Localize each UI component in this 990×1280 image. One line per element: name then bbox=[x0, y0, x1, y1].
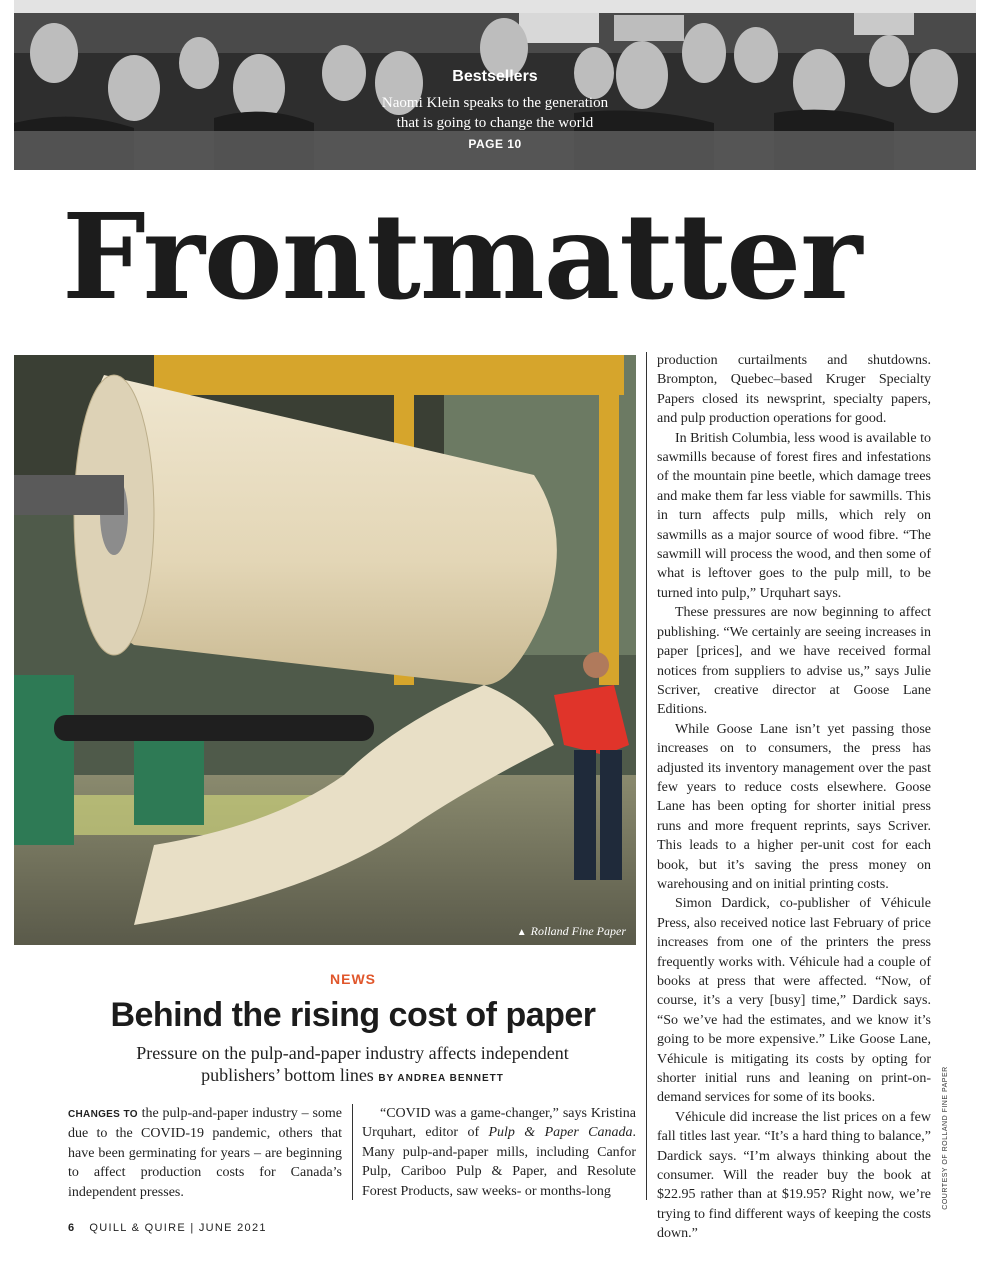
paragraph-text: “COVID was a game-changer,” says Kristina Urquhart, editor of bbox=[362, 1106, 636, 1141]
photo-credit bbox=[517, 924, 626, 939]
photo-side-credit: COURTESY OF ROLLAND FINE PAPER bbox=[942, 1066, 949, 1210]
banner-deck bbox=[345, 93, 645, 133]
article-dek bbox=[100, 1042, 605, 1090]
column-1 bbox=[68, 1104, 342, 1202]
column-divider bbox=[352, 1104, 353, 1200]
article-photo bbox=[14, 355, 636, 945]
publication-line: QUILL & QUIRE | JUNE 2021 bbox=[89, 1222, 267, 1234]
paper-roll-illustration bbox=[14, 355, 636, 945]
paragraph: While Goose Lane isn’t yet passing those increases on to consumers, the press has adjusted its inventory management over the past few years to reduce costs elsewhere. Goose Lane has been opting for shorter initial press runs and more frequent reprints, says Scriver. This leads to a higher per-unit cost for each book, but it’s saving the press money on warehousing and on initial printing costs. bbox=[657, 721, 931, 892]
paragraph: production curtailments and shutdowns. Brompton, Quebec–based Kruger Specialty Papers closed its newsprint, specialty papers, and pulp production operations for good. bbox=[657, 353, 931, 427]
banner-page-ref[interactable]: PAGE 10 bbox=[468, 137, 522, 151]
photo-credit-text: Rolland Fine Paper bbox=[530, 924, 626, 938]
paragraph-text: the pulp-and-paper industry – some due to the COVID-19 pandemic, others that have been germinating for years – are beginning to affect production costs for Canada’s independent presses. bbox=[68, 1106, 342, 1200]
top-rule bbox=[14, 0, 976, 13]
article-headline: Behind the rising cost of paper bbox=[110, 996, 596, 1034]
paragraph: Véhicule did increase the list prices on a few fall titles last year. “It’s a hard thing to balance,” Dardick says. “I’m always thinking about the consumer. Will the reader buy the book at $22.95 rather than at $19.95? Right now, we’re trying to find different ways of keeping the costs down.” bbox=[657, 1109, 931, 1242]
paragraph: In British Columbia, less wood is available to sawmills because of forest fires and infestations of the mountain pine beetle, which damage trees and make them far less viable for sawmills. This in turn affects pulp mills, which rely on sawmills as a major source of wood fibre. “The sawmill will process the wood, and then some of what is leftover goes to the pulp mill, to be turned into pulp,” Urquhart says. bbox=[657, 430, 931, 601]
paragraph bbox=[362, 1104, 636, 1201]
paragraph bbox=[68, 1104, 342, 1202]
column-2 bbox=[362, 1104, 636, 1201]
section-masthead: Frontmatter bbox=[62, 187, 862, 326]
column-divider bbox=[646, 352, 647, 1200]
column-3 bbox=[657, 351, 931, 1244]
bestsellers-banner[interactable] bbox=[14, 13, 976, 170]
paragraph: These pressures are now beginning to affect publishing. “We certainly are seeing increases in paper [prices], and we have received formal notices from suppliers to advise us,” says Julie Scriver, creative director at Goose Lane Editions. bbox=[657, 605, 931, 718]
banner-deck-line: Naomi Klein speaks to the generation bbox=[381, 95, 609, 111]
publication-title: Pulp & Paper Canada bbox=[488, 1125, 633, 1141]
section-tag: NEWS bbox=[330, 971, 376, 987]
banner-deck-line: that is going to change the world bbox=[396, 115, 594, 131]
triangle-icon: ▲ bbox=[516, 927, 527, 938]
banner-kicker: Bestsellers bbox=[452, 68, 538, 85]
paragraph-text: . Many pulp-and-paper mills, including Canfor Pulp, Cariboo Pulp & Paper, and Resolute Forest Products, saw weeks- or months-long bbox=[362, 1125, 636, 1199]
byline: BY ANDREA BENNETT bbox=[378, 1073, 504, 1084]
lead-in: CHANGES TO bbox=[68, 1109, 138, 1120]
paragraph: Simon Dardick, co-publisher of Véhicule Press, also received notice last February of price increases from one of the printers the press frequently works with. Véhicule had a couple of books at press that were affected. “Now, of course, it’s a very [busy] time,” Dardick says. “So we’ve had the estimates, and we know it’s going to be more expensive.” Like Goose Lane, Véhicule is mitigating its costs by opting for shorter initial runs and leaning on print-on-demand services for some of its books. bbox=[657, 896, 931, 1106]
page-number: 6 bbox=[68, 1222, 76, 1234]
dek-text: Pressure on the pulp-and-paper industry affects independent publishers’ bottom lines bbox=[136, 1043, 569, 1085]
page-folio bbox=[68, 1222, 267, 1234]
